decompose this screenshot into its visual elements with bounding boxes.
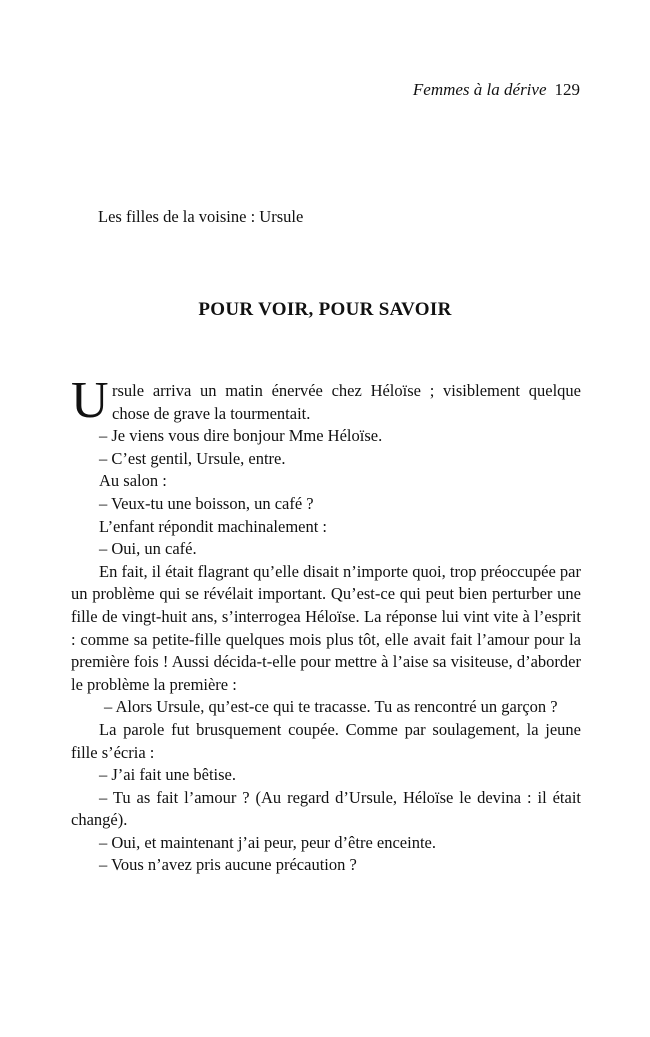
chapter-title: POUR VOIR, POUR SAVOIR xyxy=(198,299,452,320)
narration-line: Au salon : xyxy=(99,471,167,491)
dialogue-line: – C’est gentil, Ursule, entre. xyxy=(99,448,286,468)
narration-paragraph: En fait, il était flagrant qu’elle disait n’importe quoi, trop préoccupée par un problème qui se révélait important. Qu’est-ce qui peut bien perturber une fille de vingt-huit ans, s’interrogea Héloïse. La réponse lui vint vite à l’esprit : comme sa petite-fille quelques mois plus tôt, elle avait fait l’amour pour la première fois ! Aussi décida-t-elle pour mettre à l’aise sa visiteuse, d’aborder le problème la première : xyxy=(71,561,581,694)
dialogue-line: – Je viens vous dire bonjour Mme Héloïse. xyxy=(99,426,383,446)
dialogue-line: – Oui, et maintenant j’ai peur, peur d’être enceinte. xyxy=(99,832,436,852)
dialogue-line: – J’ai fait une bêtise. xyxy=(99,765,236,785)
opening-paragraph-text: rsule arriva un matin énervée chez Héloïse ; visiblement quelque chose de grave la tourmentait. xyxy=(112,381,581,423)
dialogue-line: – Vous n’avez pris aucune précaution ? xyxy=(99,855,357,875)
book-title: Femmes à la dérive xyxy=(412,80,547,99)
narration-paragraph: La parole fut brusquement coupée. Comme par soulagement, la jeune fille s’écria : xyxy=(71,719,581,762)
story-text xyxy=(71,372,581,877)
opening-paragraph xyxy=(71,372,581,429)
dialogue-line: – Veux-tu une boisson, un café ? xyxy=(99,493,314,513)
running-header xyxy=(413,80,580,100)
narration-line: L’enfant répondit machinalement : xyxy=(99,516,328,536)
drop-cap: U xyxy=(71,372,109,429)
dialogue-line: – Oui, un café. xyxy=(99,539,197,559)
dialogue-line: – Tu as fait l’amour ? (Au regard d’Ursule, Héloïse le devina : il était changé). xyxy=(71,787,581,830)
dialogue-line: – Alors Ursule, qu’est-ce qui te tracasse. Tu as rencontré un garçon ? xyxy=(104,697,558,717)
section-label: Les filles de la voisine : Ursule xyxy=(98,207,304,226)
page-number: 129 xyxy=(554,80,580,99)
